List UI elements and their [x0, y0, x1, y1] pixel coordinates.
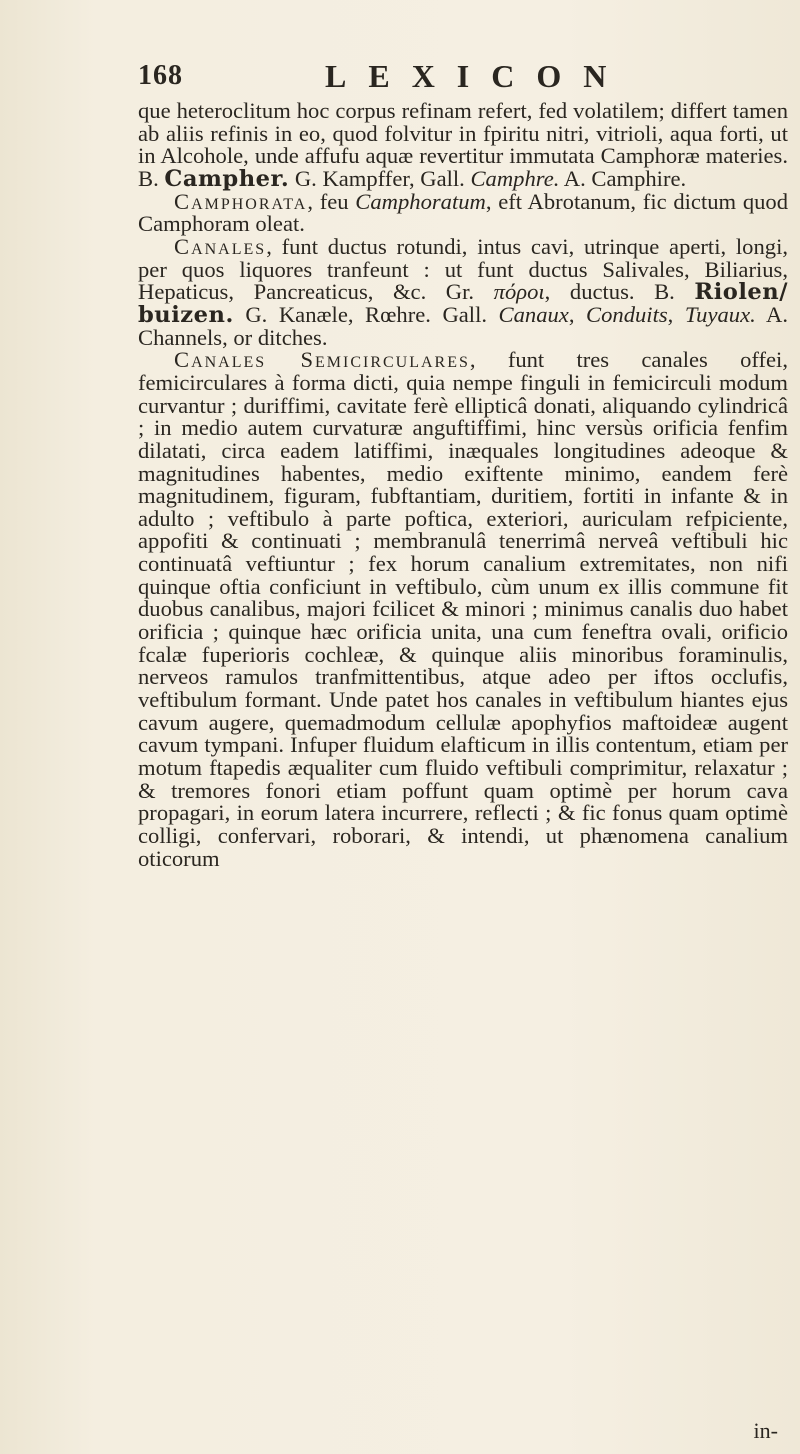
text-span: ,	[568, 301, 587, 327]
page-number: 168	[138, 60, 183, 91]
entry-camphorata	[138, 188, 789, 237]
entry-camphora-continuation	[138, 100, 788, 191]
italic-word: Camphoratum	[355, 188, 486, 214]
blackletter-word: Campher.	[164, 165, 290, 192]
running-title: LEXICON	[325, 58, 629, 94]
entry-canales	[138, 233, 789, 350]
greek-word: πόροι	[493, 279, 545, 305]
text-span: , feu	[307, 188, 356, 214]
body-text	[138, 100, 788, 870]
text-span: G. Kampffer, Gall.	[289, 165, 471, 191]
italic-word: Conduits	[586, 301, 668, 327]
italic-word: Camphre.	[470, 165, 560, 191]
text-span: , funt tres canales offei, femicirculares à forma dicti, quia nempe finguli in femicirculi modum curvantur ; duriffimi, cavitate ferè ellipticâ donati, aliquando cylindricâ ; in medio autem curvaturæ anguftiffimi, hinc versùs orificia fenfim dilatati, circa eadem latiffimi, inæquales longitudines adeoque & magnitudines habentes, medio exiftente minimo, eandem ferè magnitudinem, figuram, fubftantiam, duritiem, fortiti in infante & in adulto ; veftibulo à parte poftica, exteriori, auriculam refpiciente, appofiti & continuati ; membranulâ tenerrimâ nerveâ veftibuli hic continuatâ veftiuntur ; fex horum canalium extremitates, non nifi quinque oftia conficiunt in veftibulo, cùm unum ex illis commune fit duobus canalibus, majori fcilicet & minori ; minimus canalis duo habet orificia ; quinque hæc orificia unita, una cum feneftra ovali, orificio fcalæ fuperioris cochleæ, & quinque aliis minoribus foraminulis, nerveos ramulos tranfmittentibus, atque adeo per iftos occlufis, veftibulum formant. Unde patet hos canales in veftibulum hiantes ejus cavum augere, quemadmodum cellulæ apophyfios maftoideæ augent cavum tympani. Infuper fluidum elafticum in illis contentum, etiam per motum ftapedis æqualiter cum fluido veftibuli comprimitur, relaxatur ; & tremores fonori etiam poffunt quam optimè per horum cava propagari, in eorum latera incurrere, reflecti ; & fic fonus quam optimè colligi, confervari, roborari, & intendi, ut phænomena canalium oticorum	[138, 347, 788, 871]
text-span: A. Channels, or ditches.	[138, 301, 789, 350]
entry-canales-semicirculares	[138, 349, 788, 870]
text-span: que heteroclitum hoc corpus refinam refert, fed volatilem; differt tamen ab aliis refinis in eo, quod folvitur in fpiritu nitri, vitrioli, aqua forti, ut in Alcohole, unde affufu aquæ revertitur immutata Camphoræ materies. B.	[138, 98, 788, 191]
headword: Canales Semicirculares	[174, 347, 470, 373]
catchword: in-	[753, 1418, 778, 1443]
italic-word: Canaux	[498, 301, 569, 327]
text-span: , ductus. B.	[544, 279, 695, 305]
text-span: G. Kanæle, Rœhre. Gall.	[233, 301, 499, 327]
page-header	[130, 56, 790, 96]
italic-word: Tuyaux.	[684, 301, 756, 327]
headword: Camphorata	[174, 188, 308, 214]
text-span: A. Camphire.	[559, 165, 687, 191]
blackletter-word: Riolen/ buizen.	[138, 279, 788, 328]
text-span: , funt ductus rotundi, intus cavi, utrinque aperti, longi, per quos liquores tranfeunt : ut funt ductus Salivales, Biliarius, Hepaticus, Pancreaticus, &c. Gr.	[138, 233, 788, 305]
text-span: ,	[667, 301, 685, 327]
text-span: , eft Abrotanum, fic dictum quod Camphoram oleat.	[138, 188, 789, 237]
headword: Canales	[174, 233, 267, 259]
